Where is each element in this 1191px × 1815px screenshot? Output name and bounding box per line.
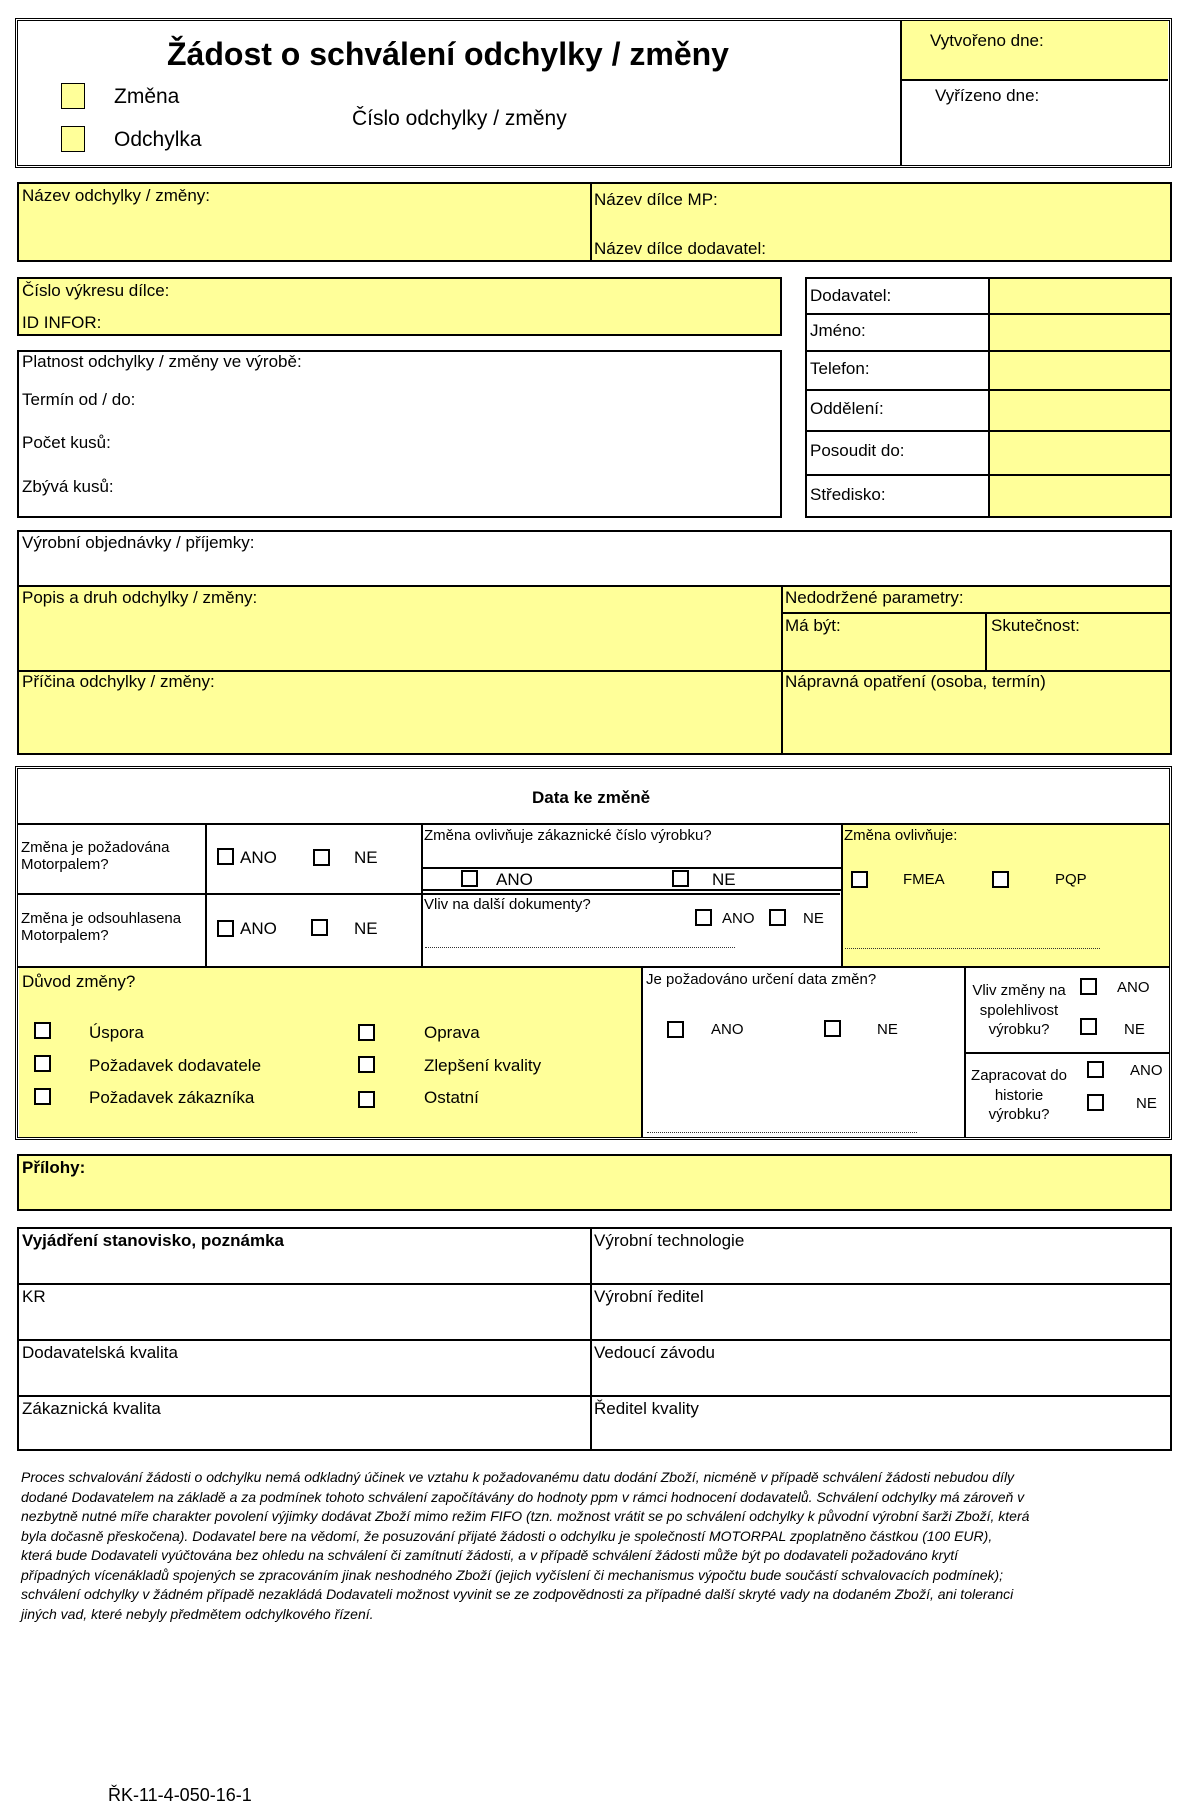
other-docs-ne-label: NE [803, 910, 824, 927]
disclaimer-line: jiných vad, které nebyly předmětem odchylkového řízení. [21, 1605, 374, 1622]
deviation-description-label[interactable]: Popis a druh odchylky / změny: [22, 588, 258, 607]
supplier-part-name-label[interactable]: Název dílce dodavatel: [594, 239, 766, 258]
plant-manager-label[interactable]: Vedoucí závodu [594, 1343, 715, 1362]
reliability-ano-checkbox[interactable] [1080, 978, 1097, 995]
department-label: Oddělení: [810, 399, 884, 418]
page-title: Žádost o schválení odchylky / změny [167, 36, 729, 72]
reliability-ne-checkbox[interactable] [1080, 1018, 1097, 1035]
phone-label: Telefon: [810, 359, 870, 378]
should-actual-divider [985, 612, 987, 670]
affects-area [841, 825, 1169, 966]
approved-ano-label: ANO [240, 919, 277, 938]
header-divider [900, 81, 902, 166]
change-col-divider [841, 823, 843, 966]
reason-customer-request-label: Požadavek zákazníka [89, 1088, 255, 1107]
document-code: ŘK-11-4-050-16-1 [108, 1785, 252, 1805]
fmea-label: FMEA [903, 871, 945, 888]
reason-saving-label: Úspora [89, 1023, 144, 1042]
validity-term-label[interactable]: Termín od / do: [22, 390, 136, 409]
params-divider [781, 612, 1172, 614]
legal-disclaimer [21, 1468, 1171, 1624]
reliability-ne-label: NE [1124, 1021, 1145, 1038]
disclaimer-line: dodané Dodavatelem na základě a za podmínek tohoto schválení započítávány do hodnoty ppm v rámci hodnocení dodavatelů. Schválení odchylky má zároveň v [21, 1488, 1025, 1505]
pqp-checkbox[interactable] [992, 871, 1009, 888]
reason-quality-checkbox[interactable] [358, 1056, 375, 1073]
attachments-section[interactable] [17, 1154, 1172, 1211]
reason-customer-request-checkbox[interactable] [34, 1088, 51, 1105]
part-name-divider [590, 182, 592, 262]
customer-number-divider [421, 889, 841, 891]
customer-number-divider [421, 867, 841, 869]
history-ano-label: ANO [1130, 1062, 1163, 1079]
validity-title: Platnost odchylky / změny ve výrobě: [22, 352, 302, 371]
drawing-number-label[interactable]: Číslo výkresu dílce: [22, 281, 170, 300]
date-required-label: Je požadováno určení data změn? [646, 971, 877, 988]
requested-ano-label: ANO [240, 848, 277, 867]
reason-other-label: Ostatní [424, 1088, 479, 1107]
change-col-divider [421, 823, 423, 966]
disclaimer-line: Proces schvalování žádosti o odchylku nemá odkladný účinek ve vztahu k požadovanému datu dodání Zboží, nicméně v případě schválení žádosti nebudou díly [21, 1469, 1015, 1485]
history-label: Zapracovat do historie výrobku? [971, 1067, 1067, 1123]
supplier-row-line [805, 313, 1172, 315]
customer-number-ne-label: NE [712, 870, 736, 889]
validity-section [17, 350, 782, 518]
date-required-ano-label: ANO [711, 1021, 744, 1038]
history-ne-checkbox[interactable] [1087, 1094, 1104, 1111]
fmea-checkbox[interactable] [851, 871, 868, 888]
deviation-type-checkbox[interactable] [61, 126, 85, 152]
reason-area [19, 968, 641, 1137]
customer-number-ano-label: ANO [496, 870, 533, 889]
reason-other-checkbox[interactable] [358, 1091, 375, 1108]
approved-ne-checkbox[interactable] [311, 919, 328, 936]
history-ano-checkbox[interactable] [1087, 1061, 1104, 1078]
resolved-date-label[interactable]: Vyřízeno dne: [935, 86, 1040, 105]
production-orders-label[interactable]: Výrobní objednávky / příjemky: [22, 533, 255, 552]
requested-ano-checkbox[interactable] [217, 848, 234, 865]
created-date-label: Vytvořeno dne: [930, 31, 1044, 50]
reason-supplier-request-label: Požadavek dodavatele [89, 1056, 262, 1075]
supplier-row-line [805, 389, 1172, 391]
deviation-type-label: Odchylka [114, 128, 202, 151]
date-required-ano-checkbox[interactable] [667, 1021, 684, 1038]
cost-center-label: Středisko: [810, 485, 886, 504]
change-type-checkbox[interactable] [61, 83, 85, 109]
production-technology-label[interactable]: Výrobní technologie [594, 1231, 745, 1250]
supplier-row-line [805, 350, 1172, 352]
orders-divider [17, 585, 1172, 587]
history-ne-label: NE [1136, 1095, 1157, 1112]
approvals-row-line [17, 1283, 1172, 1285]
quality-director-label[interactable]: Ředitel kvality [594, 1399, 699, 1418]
approved-by-motorpal-label: Změna je odsouhlasena Motorpalem? [21, 910, 182, 945]
supplier-label: Dodavatel: [810, 286, 892, 305]
approvals-row-line [17, 1395, 1172, 1397]
review-by-label: Posoudit do: [810, 441, 905, 460]
customer-number-label: Změna ovlivňuje zákaznické číslo výrobku? [424, 827, 712, 844]
reliability-label: Vliv změny na spolehlivost výrobku? [972, 982, 1066, 1038]
disclaimer-line: případných vícenákladů spojených se zpracováním jinak neshodného Zboží (jejich vyčíslení či mechanismus výpočtu bude součástí schvalovacích podmínek); [21, 1566, 1004, 1583]
supplier-quality-label[interactable]: Dodavatelská kvalita [22, 1343, 178, 1362]
reason-supplier-request-checkbox[interactable] [34, 1055, 51, 1072]
other-docs-ano-label: ANO [722, 910, 755, 927]
customer-number-ne-checkbox[interactable] [672, 870, 689, 887]
change-row-divider [18, 893, 840, 895]
change-type-label: Změna [114, 85, 180, 108]
change-col-divider [205, 823, 207, 966]
approved-ne-label: NE [354, 919, 378, 938]
affects-dotted-line[interactable] [845, 948, 1100, 949]
infor-id-label[interactable]: ID INFOR: [22, 313, 102, 332]
disclaimer-line: nezbytně nutné míře charakter povolení výjimky dodávat Zboží mimo režim FIFO (tzn. možnost vrátit se po schválení odchylky k původní výrobní šarži Zboží, která [21, 1508, 1030, 1524]
customer-number-ano-checkbox[interactable] [461, 870, 478, 887]
reason-saving-checkbox[interactable] [34, 1022, 51, 1039]
requested-ne-label: NE [354, 848, 378, 867]
reason-row-divider [18, 966, 1169, 968]
pqp-label: PQP [1055, 871, 1087, 888]
corrective-action-label[interactable]: Nápravná opatření (osoba, termín) [785, 672, 1046, 691]
actual-label[interactable]: Skutečnost: [991, 616, 1080, 635]
supplier-row-line [805, 474, 1172, 476]
date-required-dotted-line[interactable] [647, 1132, 917, 1133]
created-date-field[interactable] [900, 21, 1168, 81]
supplier-row-line [805, 430, 1172, 432]
other-docs-label: Vliv na další dokumenty? [424, 896, 591, 913]
change-data-title: Data ke změně [532, 788, 651, 807]
other-docs-ne-checkbox[interactable] [769, 909, 786, 926]
affects-label: Změna ovlivňuje: [844, 827, 958, 844]
reliability-ano-label: ANO [1117, 979, 1150, 996]
date-required-ne-label: NE [877, 1021, 898, 1038]
unmet-params-label: Nedodržené parametry: [785, 588, 964, 607]
production-director-label[interactable]: Výrobní ředitel [594, 1287, 704, 1306]
requested-by-motorpal-label: Změna je požadována Motorpalem? [21, 839, 170, 874]
piece-count-label[interactable]: Počet kusů: [22, 433, 111, 452]
other-docs-dotted-line[interactable] [425, 947, 735, 948]
deviation-name-label[interactable]: Název odchylky / změny: [22, 186, 211, 205]
reason-label: Důvod změny? [22, 972, 136, 991]
reliability-divider [964, 1052, 1169, 1054]
reason-quality-label: Zlepšení kvality [424, 1056, 542, 1075]
kr-label[interactable]: KR [22, 1287, 46, 1306]
requested-ne-checkbox[interactable] [313, 849, 330, 866]
reason-repair-checkbox[interactable] [358, 1024, 375, 1041]
customer-quality-label[interactable]: Zákaznická kvalita [22, 1399, 161, 1418]
description-column-divider [781, 585, 783, 755]
attachments-label: Přílohy: [22, 1158, 86, 1177]
name-label: Jméno: [810, 321, 866, 340]
disclaimer-line: schválení odchylky v žádném případě nezakládá Dodavateli možnost vyvinit se ze zodpovědnosti za případné další skryté vady na dodaném Zboží, ani toleranci [21, 1586, 1014, 1602]
reason-col-divider [641, 966, 643, 1138]
disclaimer-line: byla dočasně přeskočena). Dodavatel bere na vědomí, že posuzování přijaté žádosti o odchylku je společností MOTORPAL zpoplatněno částkou (100 EUR), [21, 1527, 993, 1544]
mp-part-name-label[interactable]: Název dílce MP: [594, 190, 718, 209]
approved-ano-checkbox[interactable] [217, 920, 234, 937]
other-docs-ano-checkbox[interactable] [695, 909, 712, 926]
disclaimer-line: která bude Dodavateli vyúčtována bez ohledu na schválení či zamítnutí žádosti, a v případě schválení žádosti může být po dodavateli požadováno krytí [21, 1547, 959, 1563]
deviation-number-label[interactable]: Číslo odchylky / změny [352, 107, 567, 130]
remaining-count-label[interactable]: Zbývá kusů: [22, 477, 114, 496]
statement-label[interactable]: Vyjádření stanovisko, poznámka [22, 1231, 285, 1250]
date-required-ne-checkbox[interactable] [824, 1020, 841, 1037]
approvals-row-line [17, 1339, 1172, 1341]
should-be-label[interactable]: Má být: [785, 616, 841, 635]
reason-repair-label: Oprava [424, 1023, 480, 1042]
deviation-cause-label[interactable]: Příčina odchylky / změny: [22, 672, 215, 691]
